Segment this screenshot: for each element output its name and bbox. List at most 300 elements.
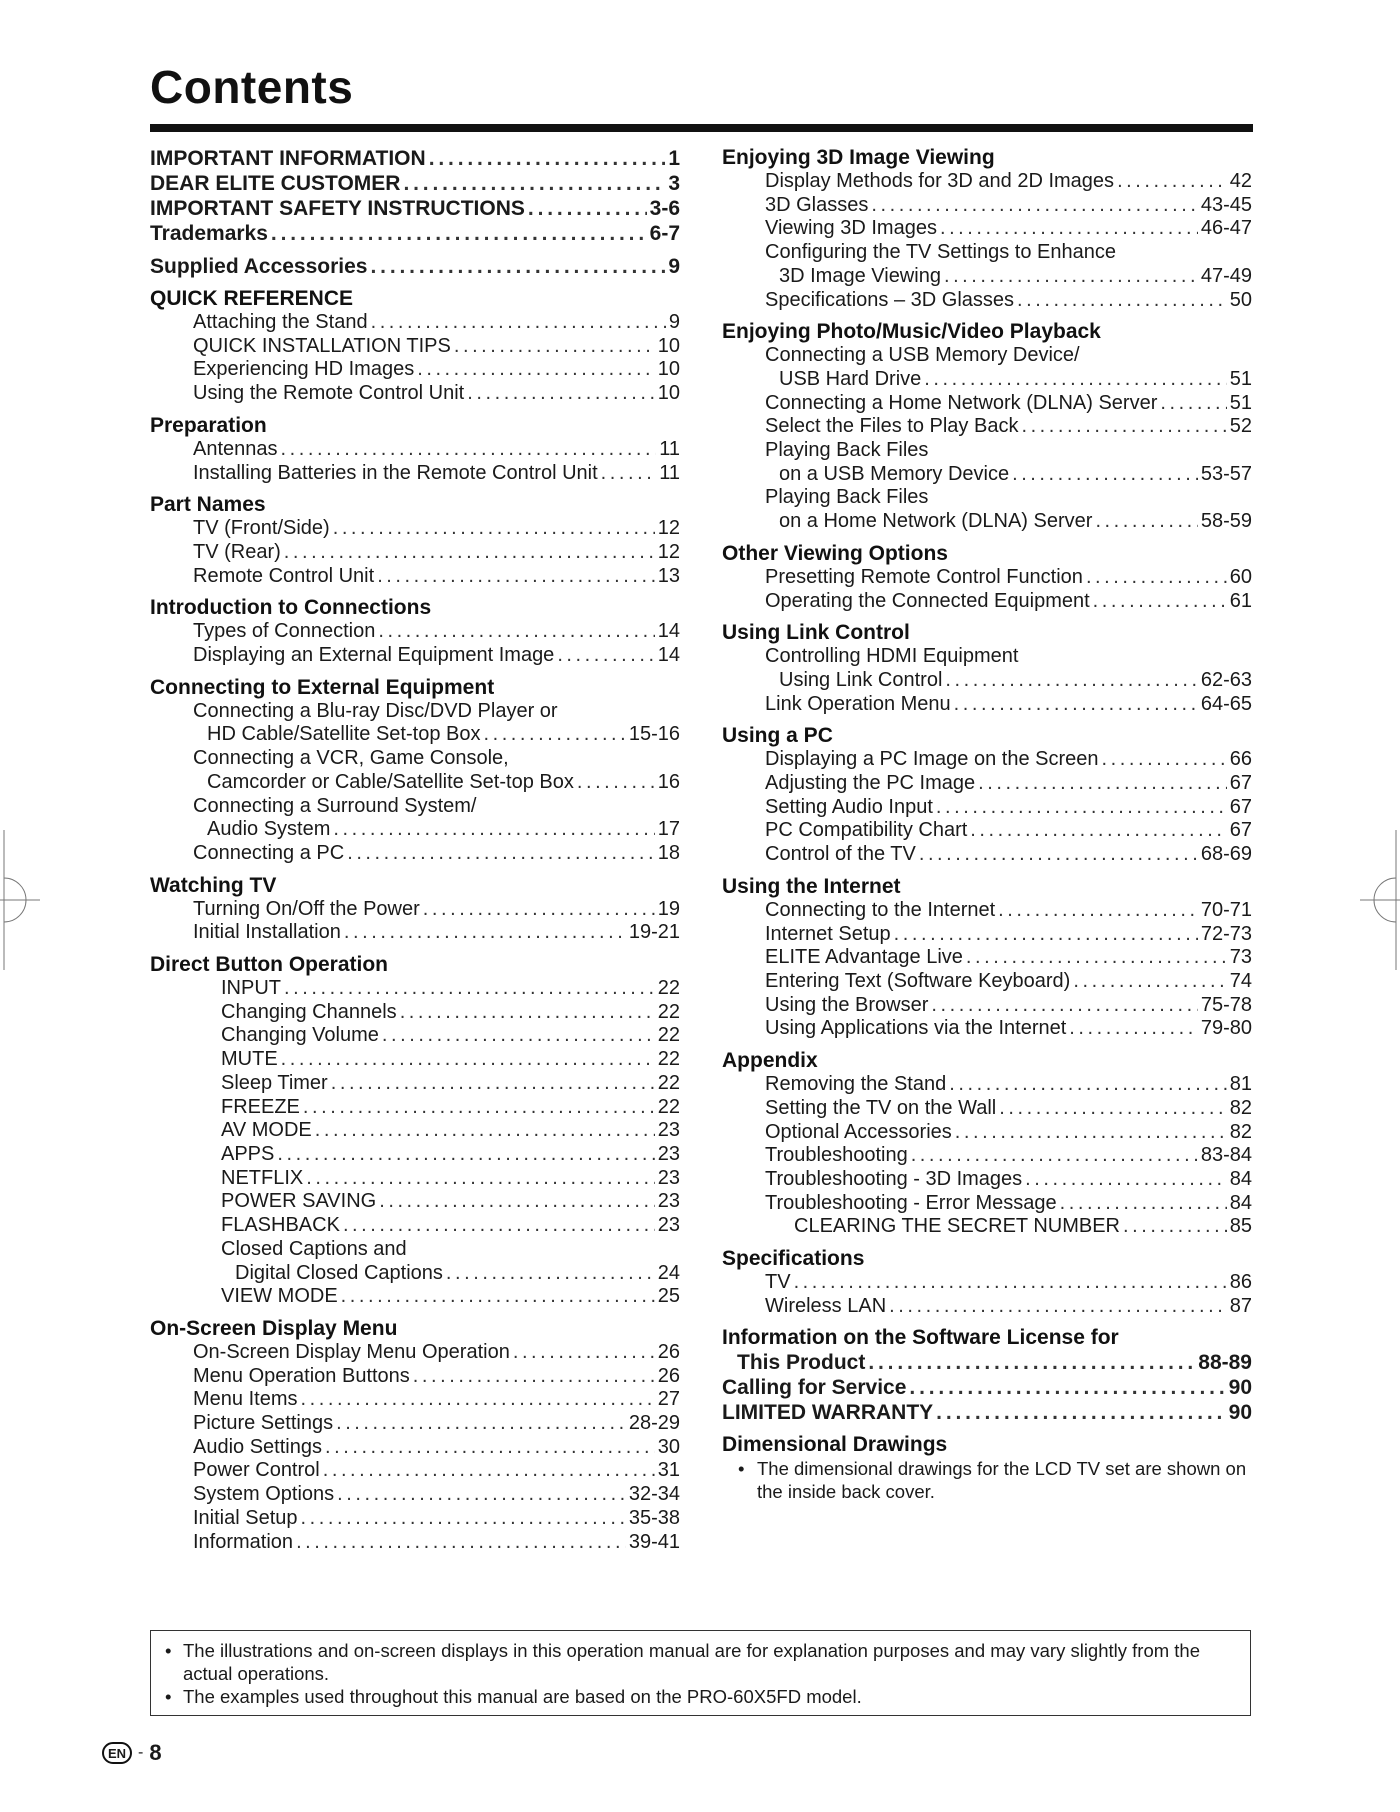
toc-entry-label: Menu Items [193, 1388, 298, 1411]
section-gap [722, 312, 1252, 320]
dot-leader [924, 368, 1226, 392]
toc-entry[interactable] [722, 368, 1252, 392]
dot-leader [936, 1400, 1225, 1425]
dot-leader [300, 1388, 654, 1412]
section-gap [722, 716, 1252, 724]
toc-entry[interactable] [722, 170, 1252, 194]
toc-entry-label: Presetting Remote Control Function [765, 565, 1083, 588]
toc-entry-page: 22 [657, 977, 680, 1000]
toc-entry-label: Connecting a PC [193, 841, 345, 864]
toc-entry[interactable] [150, 842, 680, 866]
toc-entry[interactable] [722, 265, 1252, 289]
page-number: 8 [149, 1740, 162, 1765]
section-gap [150, 1309, 680, 1317]
section-heading: Other Viewing Options [722, 541, 948, 565]
toc-entry-page: 30 [657, 1435, 680, 1458]
toc-entry-label: IMPORTANT SAFETY INSTRUCTIONS [150, 197, 525, 220]
section-heading: Specifications [722, 1247, 865, 1271]
toc-entry-label: on a Home Network (DLNA) Server [779, 510, 1093, 533]
toc-entry[interactable] [722, 1375, 1252, 1400]
toc-entry-page: 42 [1229, 170, 1252, 192]
toc-entry[interactable] [722, 1192, 1252, 1216]
toc-entry-page: 11 [659, 461, 680, 484]
toc-entry[interactable] [150, 335, 680, 359]
toc-entry[interactable] [150, 620, 680, 644]
toc-entry[interactable] [150, 723, 680, 747]
dot-leader [940, 217, 1198, 241]
toc-entry-label: FREEZE [221, 1095, 300, 1118]
toc-entry[interactable] [722, 899, 1252, 923]
toc-entry[interactable] [150, 771, 680, 795]
toc-entry-page: 23 [657, 1142, 680, 1165]
section-heading: Information on the Software License for [722, 1326, 1119, 1350]
dot-leader [911, 1144, 1198, 1168]
toc-entry-text: Connecting a Surround System/ [193, 794, 477, 817]
toc-entry-page: 27 [657, 1388, 680, 1411]
toc-entry[interactable] [150, 1262, 680, 1286]
toc-entry[interactable] [150, 311, 680, 335]
toc-entry-label: HD Cable/Satellite Set-top Box [207, 723, 481, 746]
title-rule [150, 124, 1253, 132]
toc-entry-label: Trademarks [150, 222, 268, 245]
toc-entry[interactable] [722, 194, 1252, 218]
toc-bullet-note: • The dimensional drawings for the LCD TV set are shown on the inside back cover. [722, 1457, 1252, 1503]
toc-entry-page: 75-78 [1200, 993, 1252, 1016]
dot-leader [344, 921, 626, 945]
registration-mark-right [1360, 830, 1400, 970]
toc-entry-label: Picture Settings [193, 1412, 334, 1435]
toc-entry-label: MUTE [221, 1048, 278, 1071]
toc-entry[interactable] [150, 898, 680, 922]
toc-entry-page: 67 [1229, 795, 1252, 818]
section-gap [150, 485, 680, 493]
toc-entry[interactable] [150, 196, 680, 221]
toc-entry[interactable] [722, 1295, 1252, 1319]
toc-entry[interactable] [150, 358, 680, 382]
dot-leader [423, 898, 655, 922]
toc-entry-label: AV MODE [221, 1119, 312, 1142]
toc-entry-label: Calling for Service [722, 1376, 907, 1400]
toc-entry-label: Attaching the Stand [193, 311, 368, 333]
toc-entry[interactable] [150, 1119, 680, 1143]
dot-leader [370, 254, 665, 279]
toc-entry-page: 18 [657, 841, 680, 864]
toc-entry[interactable] [150, 462, 680, 486]
dot-leader [337, 1483, 626, 1507]
dot-leader [919, 843, 1198, 867]
toc-entry-label: Initial Installation [193, 921, 341, 944]
toc-entry-page: 85 [1229, 1215, 1252, 1238]
toc-entry-text: Playing Back Files [765, 439, 929, 462]
toc-entry[interactable] [150, 1096, 680, 1120]
toc-entry-label: Power Control [193, 1459, 320, 1482]
toc-entry-label: Wireless LAN [765, 1294, 887, 1317]
toc-entry-page: 52 [1229, 415, 1252, 438]
toc-entry[interactable] [722, 693, 1252, 717]
toc-entry-page: 17 [657, 818, 680, 841]
toc-entry-label: ELITE Advantage Live [765, 946, 963, 969]
dot-leader [343, 1214, 655, 1238]
toc-entry-page: 22 [657, 1095, 680, 1118]
toc-entry[interactable] [722, 415, 1252, 439]
dot-leader [1102, 748, 1227, 772]
toc-entry-label: TV (Rear) [193, 540, 281, 563]
toc-entry[interactable] [150, 1365, 680, 1389]
section-gap [150, 945, 680, 953]
toc-entry[interactable] [150, 1483, 680, 1507]
section-gap [722, 867, 1252, 875]
toc-entry-page: 82 [1229, 1096, 1252, 1119]
toc-entry[interactable] [722, 1350, 1252, 1375]
toc-entry[interactable] [150, 517, 680, 541]
toc-entry[interactable] [722, 590, 1252, 614]
toc-entry[interactable] [722, 392, 1252, 416]
toc-entry[interactable] [150, 977, 680, 1001]
section-gap [150, 668, 680, 676]
section-gap [722, 1239, 1252, 1247]
toc-entry-page: 6-7 [649, 222, 680, 245]
toc-entry-page: 53-57 [1200, 462, 1252, 485]
section-gap [722, 1425, 1252, 1433]
toc-entry[interactable] [722, 819, 1252, 843]
dot-leader [417, 358, 655, 382]
toc-entry[interactable] [150, 438, 680, 462]
toc-left-column [150, 146, 680, 1554]
dot-leader [281, 438, 657, 462]
toc-entry[interactable] [150, 382, 680, 406]
toc-entry-page: 51 [1229, 391, 1252, 414]
toc-entry-label: Using the Browser [765, 993, 929, 1016]
dot-leader [998, 899, 1198, 923]
toc-entry[interactable] [150, 1024, 680, 1048]
dot-leader [871, 194, 1197, 218]
toc-entry-page: 23 [657, 1190, 680, 1213]
toc-entry-page: 58-59 [1200, 510, 1252, 533]
toc-entry-page: 16 [657, 770, 680, 793]
dot-leader [528, 196, 647, 221]
toc-entry[interactable] [150, 1531, 680, 1555]
toc-entry-label: Antennas [193, 437, 278, 460]
dot-leader [403, 171, 665, 196]
dot-leader [1073, 970, 1226, 994]
dot-leader [1017, 289, 1227, 313]
toc-entry-page: 22 [657, 1024, 680, 1047]
toc-entry[interactable] [722, 1144, 1252, 1168]
section-heading: Preparation [150, 413, 267, 437]
toc-entry-page: 47-49 [1200, 264, 1252, 287]
toc-entry-label: Types of Connection [193, 620, 376, 643]
dot-leader [333, 517, 655, 541]
toc-entry-label: 3D Image Viewing [779, 264, 941, 287]
toc-entry[interactable] [150, 541, 680, 565]
toc-entry[interactable] [150, 921, 680, 945]
toc-entry[interactable] [722, 843, 1252, 867]
toc-entry-label: PC Compatibility Chart [765, 819, 968, 842]
dot-leader [577, 771, 655, 795]
toc-entry[interactable] [150, 221, 680, 246]
toc-entry[interactable] [150, 1190, 680, 1214]
toc-entry-page: 31 [657, 1459, 680, 1482]
dot-leader [323, 1459, 655, 1483]
toc-entry[interactable] [722, 970, 1252, 994]
notes-box [150, 1630, 1251, 1716]
dot-leader [970, 819, 1226, 843]
toc-entry-label: Changing Volume [221, 1024, 379, 1047]
toc-entry[interactable] [150, 1285, 680, 1309]
toc-entry-label: NETFLIX [221, 1166, 304, 1189]
toc-entry-page: 11 [659, 437, 680, 460]
toc-entry-page: 67 [1229, 772, 1252, 795]
toc-entry-label: Setting Audio Input [765, 795, 933, 818]
toc-entry-label: Troubleshooting - 3D Images [765, 1167, 1023, 1190]
dot-leader [999, 1097, 1227, 1121]
section-heading: Direct Button Operation [150, 953, 389, 977]
toc-entry[interactable] [722, 994, 1252, 1018]
toc-entry-page: 90 [1228, 1401, 1252, 1425]
toc-entry-page: 68-69 [1200, 843, 1252, 866]
dot-leader [467, 382, 655, 406]
dot-leader [483, 723, 625, 747]
toc-right-column [722, 146, 1252, 1503]
toc-entry[interactable] [722, 796, 1252, 820]
toc-entry-page: 23 [657, 1166, 680, 1189]
dot-leader [1093, 590, 1227, 614]
toc-entry-page: 72-73 [1200, 922, 1252, 945]
section-heading: On-Screen Display Menu [150, 1316, 398, 1340]
dot-leader [306, 1167, 655, 1191]
footer-separator: - [138, 1744, 144, 1761]
toc-entry[interactable] [722, 1271, 1252, 1295]
toc-entry-page: 12 [657, 517, 680, 540]
dot-leader [382, 1024, 655, 1048]
toc-entry-label: On-Screen Display Menu Operation [193, 1340, 510, 1363]
toc-entry[interactable] [150, 644, 680, 668]
dot-leader [1012, 463, 1198, 487]
section-gap [150, 279, 680, 287]
dot-leader [315, 1119, 655, 1143]
toc-entry-label: VIEW MODE [221, 1285, 338, 1308]
toc-entry[interactable] [150, 1341, 680, 1365]
dot-leader [794, 1271, 1227, 1295]
toc-entry[interactable] [722, 510, 1252, 534]
toc-entry-page: 10 [657, 358, 680, 381]
toc-entry[interactable] [722, 1168, 1252, 1192]
toc-entry-label: Audio System [207, 818, 331, 841]
toc-entry-label: Supplied Accessories [150, 255, 368, 278]
section-heading: Appendix [722, 1049, 818, 1073]
toc-entry[interactable] [150, 1507, 680, 1531]
toc-entry[interactable] [722, 923, 1252, 947]
dot-leader [454, 335, 655, 359]
toc-entry-page: 9 [668, 311, 680, 333]
toc-entry-page: 22 [657, 1048, 680, 1071]
toc-entry-page: 26 [657, 1364, 680, 1387]
toc-entry[interactable] [150, 1436, 680, 1460]
toc-entry-page: 51 [1229, 367, 1252, 390]
toc-entry-label: Installing Batteries in the Remote Control Unit [193, 461, 598, 484]
toc-entry-page: 64-65 [1200, 692, 1252, 715]
toc-entry-text: Closed Captions and [221, 1237, 407, 1260]
toc-entry-label: Adjusting the PC Image [765, 772, 976, 795]
toc-entry-page: 73 [1229, 946, 1252, 969]
toc-entry-label: IMPORTANT INFORMATION [150, 147, 426, 170]
dot-leader [371, 311, 666, 335]
dot-leader [1060, 1192, 1227, 1216]
toc-entry[interactable] [722, 772, 1252, 796]
toc-entry[interactable] [722, 1097, 1252, 1121]
toc-entry-page: 26 [657, 1340, 680, 1363]
toc-entry-page: 24 [657, 1261, 680, 1284]
toc-entry[interactable] [722, 1215, 1252, 1239]
section-gap [150, 588, 680, 596]
section-gap [722, 1318, 1252, 1326]
toc-entry[interactable] [722, 1017, 1252, 1041]
toc-entry-page: 10 [657, 382, 680, 405]
dot-leader [944, 265, 1198, 289]
toc-entry-label: Connecting to the Internet [765, 898, 996, 921]
toc-entry[interactable] [150, 1072, 680, 1096]
toc-entry-page: 82 [1229, 1120, 1252, 1143]
dot-leader [909, 1375, 1225, 1400]
toc-entry-label: Select the Files to Play Back [765, 415, 1019, 438]
toc-entry-text: Controlling HDMI Equipment [765, 645, 1019, 668]
dot-leader [1095, 510, 1197, 534]
toc-entry-label: Display Methods for 3D and 2D Images [765, 170, 1115, 192]
toc-entry-label: LIMITED WARRANTY [722, 1401, 934, 1425]
toc-entry-label: INPUT [221, 977, 281, 1000]
toc-entry-text: Connecting a VCR, Game Console, [193, 747, 509, 770]
section-heading: Watching TV [150, 873, 277, 897]
toc-entry-page: 14 [657, 644, 680, 667]
toc-entry-label: USB Hard Drive [779, 367, 922, 390]
toc-entry[interactable] [722, 463, 1252, 487]
toc-entry[interactable] [722, 669, 1252, 693]
toc-entry-label: Sleep Timer [221, 1071, 328, 1094]
section-heading: QUICK REFERENCE [150, 287, 354, 310]
toc-entry[interactable] [722, 289, 1252, 313]
toc-entry-label: on a USB Memory Device [779, 462, 1010, 485]
toc-entry-page: 1 [668, 147, 680, 170]
toc-entry[interactable] [150, 1143, 680, 1167]
toc-entry-page: 61 [1229, 589, 1252, 612]
section-heading: Using a PC [722, 724, 833, 748]
toc-entry-label: 3D Glasses [765, 193, 869, 216]
dot-leader [413, 1365, 655, 1389]
toc-entry-label: Changing Channels [221, 1000, 397, 1023]
section-heading: Dimensional Drawings [722, 1433, 948, 1457]
toc-entry[interactable] [722, 1400, 1252, 1425]
toc-entry-page: 10 [657, 334, 680, 357]
toc-entry[interactable] [722, 1073, 1252, 1097]
section-heading: Using Link Control [722, 621, 910, 645]
dot-leader [868, 1350, 1195, 1375]
dot-leader [284, 977, 655, 1001]
toc-entry[interactable] [722, 946, 1252, 970]
section-gap [150, 866, 680, 874]
toc-entry-label: Remote Control Unit [193, 564, 375, 587]
toc-entry-page: 22 [657, 1071, 680, 1094]
toc-entry-label: Displaying a PC Image on the Screen [765, 748, 1099, 771]
language-badge: EN [102, 1742, 132, 1764]
dot-leader [1021, 415, 1226, 439]
toc-entry-label: FLASHBACK [221, 1214, 340, 1237]
toc-entry-label: POWER SAVING [221, 1190, 377, 1213]
toc-entry-text: Playing Back Files [765, 486, 929, 509]
toc-entry-label: QUICK INSTALLATION TIPS [193, 334, 451, 357]
toc-entry-label: Initial Setup [193, 1506, 298, 1529]
section-heading: Introduction to Connections [150, 596, 432, 620]
toc-entry[interactable] [150, 146, 680, 171]
dot-leader [936, 796, 1227, 820]
section-gap [722, 613, 1252, 621]
toc-entry[interactable] [722, 217, 1252, 241]
toc-entry[interactable] [150, 1459, 680, 1483]
dot-leader [341, 1285, 655, 1309]
page-footer [102, 1740, 162, 1766]
toc-entry-page: 43-45 [1200, 193, 1252, 216]
toc-entry-label: Entering Text (Software Keyboard) [765, 969, 1071, 992]
toc-entry-page: 3-6 [649, 197, 680, 220]
toc-entry[interactable] [150, 1412, 680, 1436]
toc-entry[interactable] [150, 565, 680, 589]
toc-entry[interactable] [150, 818, 680, 842]
page-title: Contents [150, 61, 354, 113]
dot-leader [277, 1143, 654, 1167]
toc-entry-label: APPS [221, 1142, 275, 1165]
toc-entry[interactable] [150, 1048, 680, 1072]
section-heading: Enjoying Photo/Music/Video Playback [722, 320, 1101, 344]
toc-entry[interactable] [150, 1214, 680, 1238]
dot-leader [377, 565, 655, 589]
dot-leader [1025, 1168, 1227, 1192]
toc-entry-page: 13 [657, 564, 680, 587]
toc-entry-page: 66 [1229, 748, 1252, 771]
toc-entry-label: Audio Settings [193, 1435, 322, 1458]
toc-entry[interactable] [150, 254, 680, 279]
toc-entry-page: 62-63 [1200, 668, 1252, 691]
toc-entry-label: Operating the Connected Equipment [765, 589, 1090, 612]
dot-leader [955, 1121, 1227, 1145]
toc-entry[interactable] [722, 566, 1252, 590]
toc-entry-page: 87 [1229, 1294, 1252, 1317]
toc-entry[interactable] [150, 1167, 680, 1191]
section-gap [150, 406, 680, 414]
toc-entry-page: 15-16 [628, 723, 680, 746]
dot-leader [325, 1436, 655, 1460]
toc-entry-label: TV [765, 1271, 791, 1294]
section-gap [722, 1041, 1252, 1049]
toc-entry-text: Connecting a USB Memory Device/ [765, 344, 1080, 367]
toc-entry-page: 84 [1229, 1191, 1252, 1214]
toc-entry[interactable] [150, 171, 680, 196]
toc-entry-page: 19 [657, 897, 680, 920]
toc-entry[interactable] [722, 748, 1252, 772]
toc-entry-page: 88-89 [1198, 1351, 1252, 1375]
dot-leader [949, 1073, 1227, 1097]
toc-entry-label: Using Applications via the Internet [765, 1017, 1067, 1040]
toc-entry-page: 60 [1229, 565, 1252, 588]
toc-entry-page: 46-47 [1200, 217, 1252, 240]
toc-entry[interactable] [722, 1121, 1252, 1145]
toc-entry-page: 9 [668, 255, 680, 278]
toc-entry[interactable] [150, 1388, 680, 1412]
section-heading: Part Names [150, 493, 266, 517]
toc-entry-page: 86 [1229, 1271, 1252, 1294]
toc-entry-page: 79-80 [1200, 1017, 1252, 1040]
toc-entry-label: Specifications – 3D Glasses [765, 288, 1015, 311]
toc-entry-label: Menu Operation Buttons [193, 1364, 410, 1387]
toc-entry[interactable] [150, 1001, 680, 1025]
